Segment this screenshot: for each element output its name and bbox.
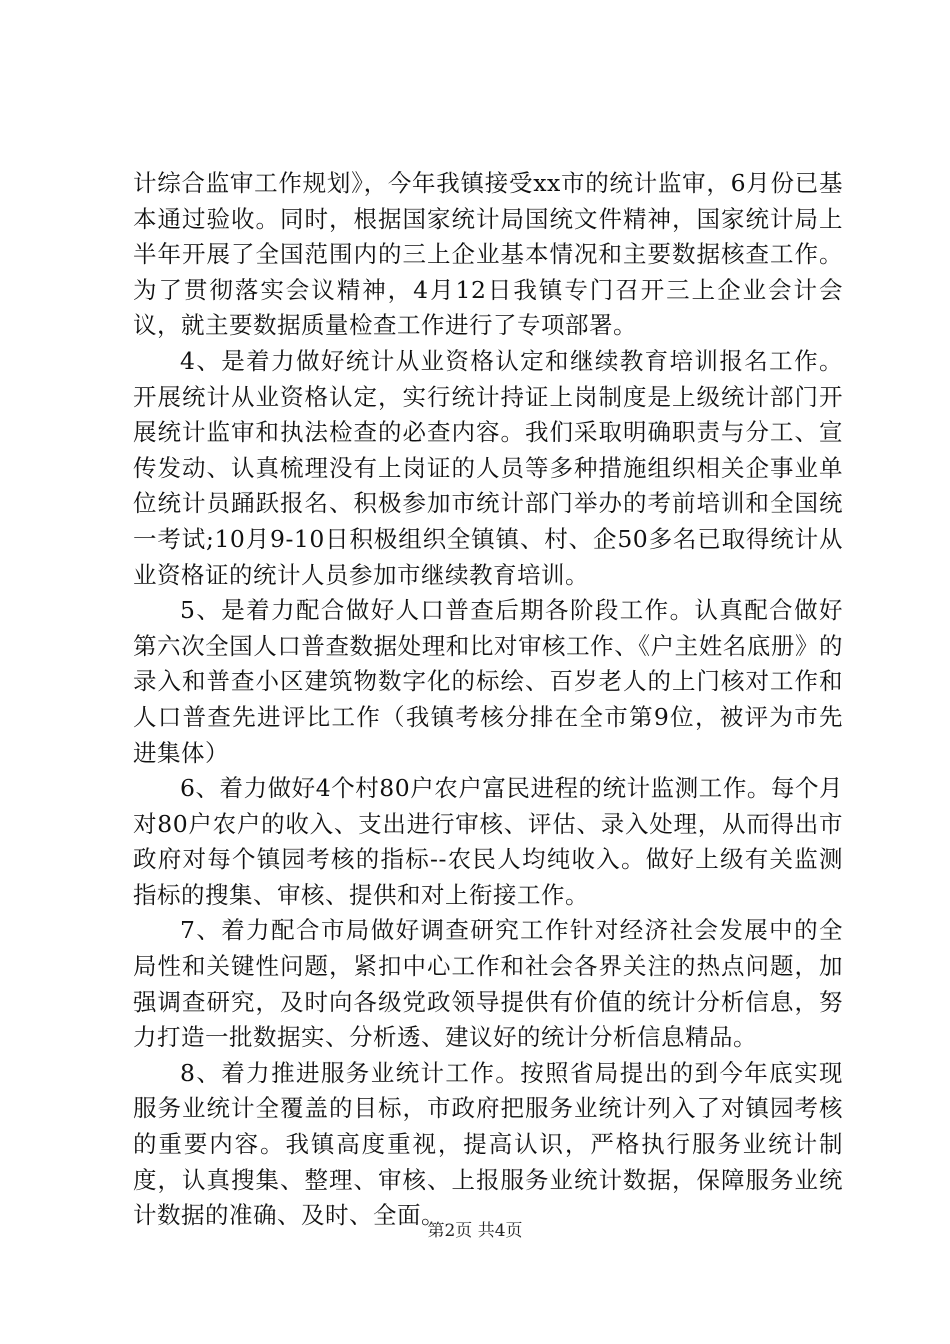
page-number: 第2页 共4页: [427, 1221, 523, 1241]
document-body: [133, 166, 843, 1234]
paragraph-item-6: 6、着力做好4个村80户农户富民进程的统计监测工作。每个月对80户农户的收入、支出进行审核、评估、录入处理，从而得出市政府对每个镇园考核的指标--农民人均纯收入。做好上级有关监测指标的搜集、审核、提供和对上衔接工作。: [133, 774, 843, 909]
paragraph-item-8: 8、着力推进服务业统计工作。按照省局提出的到今年底实现服务业统计全覆盖的目标，市政府把服务业统计列入了对镇园考核的重要内容。我镇高度重视，提高认识，严格执行服务业统计制度，认真搜集、整理、审核、上报服务业统计数据，保障服务业统计数据的准确、及时、全面。: [133, 1058, 843, 1230]
paragraph-item-7: 7、着力配合市局做好调查研究工作针对经济社会发展中的全局性和关键性问题，紧扣中心工作和社会各界关注的热点问题，加强调查研究，及时向各级党政领导提供有价值的统计分析信息，努力打造一批数据实、分析透、建议好的统计分析信息精品。: [133, 916, 843, 1052]
page-footer: [0, 1216, 950, 1241]
paragraph-item-5: 5、是着力配合做好人口普查后期各阶段工作。认真配合做好第六次全国人口普查数据处理和比对审核工作、《户主姓名底册》的录入和普查小区建筑物数字化的标绘、百岁老人的上门核对工作和人口普查先进评比工作（我镇考核分排在全市第9位，被评为市先进集体）: [133, 596, 843, 767]
paragraph-item-4: 4、是着力做好统计从业资格认定和继续教育培训报名工作。开展统计从业资格认定，实行统计持证上岗制度是上级统计部门开展统计监审和执法检查的必查内容。我们采取明确职责与分工、宣传发动、认真梳理没有上岗证的人员等多种措施组织相关企事业单位统计员踊跃报名、积极参加市统计部门举办的考前培训和全国统一考试;10月9-10日积极组织全镇镇、村、企50多名已取得统计从业资格证的统计人员参加市继续教育培训。: [133, 346, 843, 589]
paragraph-continued: 计综合监审工作规划》，今年我镇接受xx市的统计监审，6月份已基本通过验收。同时，根据国家统计局国统文件精神，国家统计局上半年开展了全国范围内的三上企业基本情况和主要数据核查工作。为了贯彻落实会议精神，4月12日我镇专门召开三上企业会计会议，就主要数据质量检查工作进行了专项部署。: [133, 169, 843, 340]
